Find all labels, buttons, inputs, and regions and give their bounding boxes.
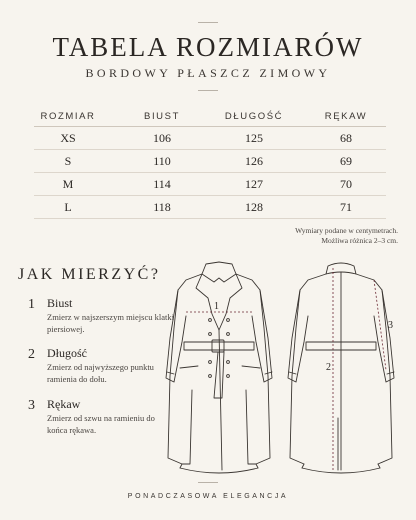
cell-length: 128 (245, 200, 263, 214)
page-subtitle: BORDOWY PŁASZCZ ZIMOWY (85, 66, 331, 80)
column-header-size: ROZMIAR (40, 111, 96, 122)
column-header-bust: BIUST (144, 111, 180, 122)
step-description: Zmierz od szwu na ramieniu do końca rękawa. (47, 413, 155, 435)
cell-length: 125 (245, 131, 263, 145)
cell-bust: 114 (153, 177, 171, 191)
note-tolerance: Możliwa różnica 2–3 cm. (321, 236, 398, 245)
bust-measure-label: 1 (214, 301, 219, 312)
top-divider (198, 22, 218, 23)
cell-size: S (64, 154, 72, 168)
cell-sleeve: 68 (340, 131, 352, 145)
row-divider (34, 195, 386, 196)
cell-bust: 106 (153, 131, 171, 145)
coat-front-illustration (160, 258, 278, 480)
note-units: Wymiary podane w centymetrach. (295, 226, 398, 235)
cell-sleeve: 69 (340, 154, 352, 168)
row-divider (34, 149, 386, 150)
column-header-sleeve: RĘKAW (324, 111, 368, 122)
cell-size: M (62, 177, 74, 191)
step-title: Długość (47, 346, 87, 360)
subtitle-divider (198, 90, 218, 91)
footer-divider (198, 482, 218, 483)
step-number: 2 (28, 347, 35, 362)
length-measure-label: 2 (326, 362, 331, 373)
page-title: TABELA ROZMIARÓW (52, 32, 364, 62)
step-description: Zmierz od najwyższego punktu ramienia do dołu. (47, 362, 154, 384)
column-header-length: DŁUGOŚĆ (224, 111, 284, 122)
cell-length: 127 (245, 177, 263, 191)
row-divider (34, 172, 386, 173)
step-title: Rękaw (47, 397, 81, 411)
cell-sleeve: 71 (340, 200, 352, 214)
step-title: Biust (47, 296, 73, 310)
row-divider (34, 218, 386, 219)
footer-tagline: PONADCZASOWA ELEGANCJA (127, 493, 289, 500)
step-number: 3 (28, 398, 35, 413)
step-number: 1 (28, 297, 35, 312)
cell-size: XS (60, 131, 76, 145)
table-header-line (34, 126, 386, 127)
cell-size: L (64, 200, 72, 214)
sleeve-measure-label: 3 (388, 320, 393, 331)
cell-length: 126 (245, 154, 263, 168)
cell-sleeve: 70 (340, 177, 352, 191)
cell-bust: 110 (153, 154, 171, 168)
cell-bust: 118 (153, 200, 171, 214)
coat-back-illustration (282, 258, 400, 480)
how-to-title: JAK MIERZYĆ? (18, 266, 161, 283)
step-description: Zmierz w najszerszym miejscu klatki piersiowej. (47, 312, 174, 334)
